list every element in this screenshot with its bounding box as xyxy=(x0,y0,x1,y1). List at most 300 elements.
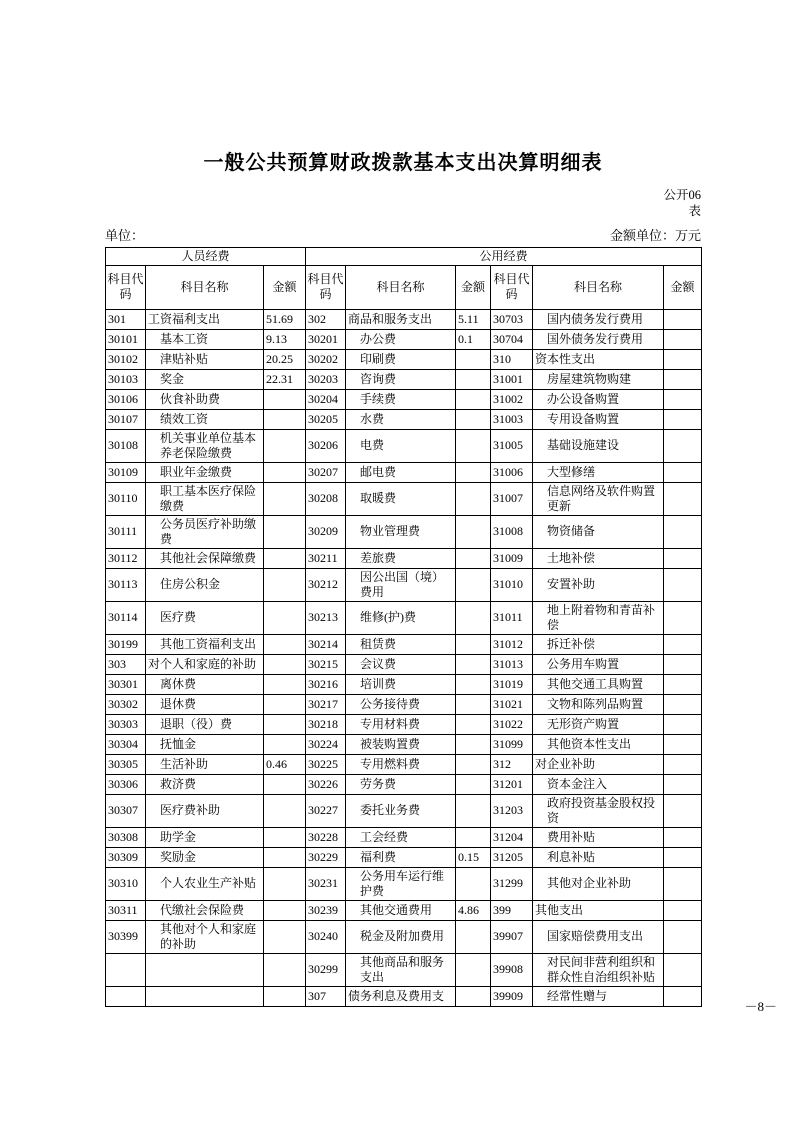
amount-cell xyxy=(664,694,702,714)
name-header: 科目名称 xyxy=(533,265,664,309)
subject-name-cell: 离休费 xyxy=(146,674,264,694)
amount-cell xyxy=(664,794,702,827)
subject-code-cell: 31021 xyxy=(491,694,533,714)
subject-name-cell: 公务用车运行维护费 xyxy=(346,867,456,900)
subject-code-cell: 31010 xyxy=(491,568,533,601)
subject-code-cell: 30111 xyxy=(106,515,146,548)
subject-code-cell xyxy=(106,986,146,1006)
subject-code-cell: 30201 xyxy=(306,329,346,349)
subject-code-cell: 30207 xyxy=(306,462,346,482)
subject-code-cell: 30226 xyxy=(306,774,346,794)
amount-cell xyxy=(456,369,491,389)
subject-code-cell: 31203 xyxy=(491,794,533,827)
subject-name-cell: 其他对企业补助 xyxy=(533,867,664,900)
subject-name-cell: 职业年金缴费 xyxy=(146,462,264,482)
subject-name-cell: 邮电费 xyxy=(346,462,456,482)
subject-name-cell: 咨询费 xyxy=(346,369,456,389)
subject-name-cell: 劳务费 xyxy=(346,774,456,794)
column-header-row xyxy=(106,265,702,309)
subject-name-cell: 物资储备 xyxy=(533,515,664,548)
amount-cell xyxy=(664,369,702,389)
amount-cell xyxy=(264,601,306,634)
subject-name-cell: 培训费 xyxy=(346,674,456,694)
amount-cell xyxy=(456,429,491,462)
subject-code-cell: 30102 xyxy=(106,349,146,369)
amount-cell xyxy=(664,953,702,986)
subject-code-cell: 30308 xyxy=(106,827,146,847)
subject-code-cell: 31001 xyxy=(491,369,533,389)
amount-cell xyxy=(264,568,306,601)
unit-label: 单位： xyxy=(105,227,145,243)
subject-code-cell: 30212 xyxy=(306,568,346,601)
subject-code-cell: 30106 xyxy=(106,389,146,409)
subject-name-cell: 对企业补助 xyxy=(533,754,664,774)
subject-name-cell: 国家赔偿费用支出 xyxy=(533,920,664,953)
amount-cell xyxy=(264,548,306,568)
subject-name-cell: 其他交通工具购置 xyxy=(533,674,664,694)
table-row xyxy=(106,754,702,774)
subject-code-cell: 30224 xyxy=(306,734,346,754)
amount-cell: 4.86 xyxy=(456,900,491,920)
table-row xyxy=(106,734,702,754)
page-number: －8－ xyxy=(744,999,777,1014)
subject-code-cell: 31003 xyxy=(491,409,533,429)
table-row xyxy=(106,774,702,794)
subject-name-cell: 房屋建筑物购建 xyxy=(533,369,664,389)
subject-code-cell: 30225 xyxy=(306,754,346,774)
subject-code-cell: 30307 xyxy=(106,794,146,827)
amount-cell xyxy=(664,515,702,548)
amount-cell xyxy=(456,754,491,774)
table-row xyxy=(106,634,702,654)
subject-code-cell: 303 xyxy=(106,654,146,674)
subject-code-cell: 30112 xyxy=(106,548,146,568)
subject-code-cell: 31008 xyxy=(491,515,533,548)
amount-cell xyxy=(664,309,702,329)
subject-name-cell: 税金及附加费用 xyxy=(346,920,456,953)
table-row xyxy=(106,369,702,389)
table-row xyxy=(106,847,702,867)
subject-code-cell: 31006 xyxy=(491,462,533,482)
amount-cell xyxy=(264,986,306,1006)
subject-name-cell: 其他商品和服务支出 xyxy=(346,953,456,986)
subject-name-cell: 国外债务发行费用 xyxy=(533,329,664,349)
table-row xyxy=(106,986,702,1006)
amount-cell xyxy=(264,694,306,714)
amount-cell: 5.11 xyxy=(456,309,491,329)
amount-cell xyxy=(456,654,491,674)
subject-code-cell: 30306 xyxy=(106,774,146,794)
subject-name-cell: 抚恤金 xyxy=(146,734,264,754)
subject-name-cell: 对个人和家庭的补助 xyxy=(146,654,264,674)
subject-name-cell: 助学金 xyxy=(146,827,264,847)
amount-cell xyxy=(264,482,306,515)
amount-cell xyxy=(456,389,491,409)
code-header: 科目代码 xyxy=(491,265,533,309)
subject-code-cell: 30109 xyxy=(106,462,146,482)
amount-cell: 20.25 xyxy=(264,349,306,369)
subject-code-cell: 301 xyxy=(106,309,146,329)
subject-name-cell: 会议费 xyxy=(346,654,456,674)
amount-cell xyxy=(456,794,491,827)
unit-row xyxy=(105,225,701,244)
subject-code-cell: 30218 xyxy=(306,714,346,734)
table-row xyxy=(106,429,702,462)
subject-name-cell: 奖金 xyxy=(146,369,264,389)
amount-cell xyxy=(264,867,306,900)
subject-name-cell: 信息网络及软件购置更新 xyxy=(533,482,664,515)
subject-code-cell: 31002 xyxy=(491,389,533,409)
amount-cell xyxy=(456,734,491,754)
subject-code-cell: 31011 xyxy=(491,601,533,634)
amount-cell xyxy=(456,774,491,794)
subject-name-cell: 其他对个人和家庭的补助 xyxy=(146,920,264,953)
subject-code-cell: 30214 xyxy=(306,634,346,654)
amount-cell: 0.1 xyxy=(456,329,491,349)
table-body xyxy=(106,309,702,1006)
subject-code-cell: 31204 xyxy=(491,827,533,847)
subject-code-cell: 30231 xyxy=(306,867,346,900)
subject-code-cell xyxy=(106,953,146,986)
amount-cell xyxy=(456,515,491,548)
subject-name-cell: 奖励金 xyxy=(146,847,264,867)
amount-cell xyxy=(664,654,702,674)
subject-name-cell: 债务利息及费用支 xyxy=(346,986,456,1006)
amount-cell xyxy=(456,482,491,515)
amount-cell: 9.13 xyxy=(264,329,306,349)
subject-code-cell: 30303 xyxy=(106,714,146,734)
table-row xyxy=(106,409,702,429)
amount-cell xyxy=(456,714,491,734)
subject-name-cell: 取暖费 xyxy=(346,482,456,515)
subject-name-cell: 福利费 xyxy=(346,847,456,867)
subject-code-cell: 30301 xyxy=(106,674,146,694)
amount-cell xyxy=(664,634,702,654)
subject-name-cell: 专用燃料费 xyxy=(346,754,456,774)
subject-name-cell xyxy=(146,953,264,986)
amount-cell xyxy=(664,674,702,694)
subject-name-cell: 基本工资 xyxy=(146,329,264,349)
subject-name-cell: 手续费 xyxy=(346,389,456,409)
subject-code-cell: 30203 xyxy=(306,369,346,389)
subject-code-cell: 30304 xyxy=(106,734,146,754)
amount-cell xyxy=(456,694,491,714)
table-row xyxy=(106,548,702,568)
page-title: 一般公共预算财政拨款基本支出决算明细表 xyxy=(203,152,603,174)
table-row xyxy=(106,900,702,920)
subject-code-cell: 30302 xyxy=(106,694,146,714)
table-row xyxy=(106,953,702,986)
amount-cell xyxy=(664,329,702,349)
subject-code-cell: 312 xyxy=(491,754,533,774)
subject-name-cell: 大型修缮 xyxy=(533,462,664,482)
subject-code-cell: 30103 xyxy=(106,369,146,389)
amount-cell xyxy=(456,674,491,694)
table-row xyxy=(106,329,702,349)
subject-name-cell: 委托业务费 xyxy=(346,794,456,827)
amount-cell xyxy=(264,953,306,986)
amount-cell xyxy=(664,847,702,867)
subject-name-cell: 生活补助 xyxy=(146,754,264,774)
subject-code-cell: 31005 xyxy=(491,429,533,462)
subject-code-cell: 31299 xyxy=(491,867,533,900)
amount-cell xyxy=(264,654,306,674)
subject-code-cell: 310 xyxy=(491,349,533,369)
name-header: 科目名称 xyxy=(146,265,264,309)
table-row xyxy=(106,389,702,409)
amount-cell xyxy=(664,754,702,774)
subject-code-cell: 30227 xyxy=(306,794,346,827)
table-row xyxy=(106,568,702,601)
amount-cell xyxy=(664,734,702,754)
amount-cell xyxy=(264,900,306,920)
subject-name-cell: 差旅费 xyxy=(346,548,456,568)
subject-code-cell: 30101 xyxy=(106,329,146,349)
amount-cell xyxy=(664,548,702,568)
subject-code-cell: 30703 xyxy=(491,309,533,329)
table-row xyxy=(106,920,702,953)
name-header: 科目名称 xyxy=(346,265,456,309)
amount-cell xyxy=(264,920,306,953)
subject-name-cell: 医疗费 xyxy=(146,601,264,634)
subject-name-cell: 因公出国（境）费用 xyxy=(346,568,456,601)
table-row xyxy=(106,601,702,634)
subject-name-cell: 对民间非营利组织和群众性自治组织补贴 xyxy=(533,953,664,986)
amount-cell: 22.31 xyxy=(264,369,306,389)
amount-cell xyxy=(264,734,306,754)
subject-code-cell: 30110 xyxy=(106,482,146,515)
subject-name-cell: 公务用车购置 xyxy=(533,654,664,674)
subject-name-cell: 办公费 xyxy=(346,329,456,349)
amount-cell xyxy=(456,867,491,900)
amount-cell xyxy=(664,568,702,601)
subject-name-cell: 文物和陈列品购置 xyxy=(533,694,664,714)
subject-name-cell: 退休费 xyxy=(146,694,264,714)
subject-code-cell: 39909 xyxy=(491,986,533,1006)
amount-cell xyxy=(264,774,306,794)
subject-name-cell: 其他工资福利支出 xyxy=(146,634,264,654)
subject-code-cell: 30199 xyxy=(106,634,146,654)
subject-name-cell: 经常性赠与 xyxy=(533,986,664,1006)
subject-name-cell: 被装购置费 xyxy=(346,734,456,754)
amount-cell xyxy=(664,601,702,634)
subject-code-cell: 30211 xyxy=(306,548,346,568)
amount-cell xyxy=(264,827,306,847)
subject-code-cell: 30215 xyxy=(306,654,346,674)
subject-code-cell: 31205 xyxy=(491,847,533,867)
group-header-personnel: 人员经费 xyxy=(106,247,306,265)
subject-name-cell: 资本性支出 xyxy=(533,349,664,369)
subject-name-cell: 住房公积金 xyxy=(146,568,264,601)
doc-code-number: 公开06 xyxy=(663,188,701,202)
subject-code-cell: 399 xyxy=(491,900,533,920)
table-row xyxy=(106,349,702,369)
subject-name-cell: 其他支出 xyxy=(533,900,664,920)
table-row xyxy=(106,674,702,694)
subject-code-cell: 30311 xyxy=(106,900,146,920)
subject-code-cell: 31013 xyxy=(491,654,533,674)
amount-cell xyxy=(664,409,702,429)
subject-code-cell: 31019 xyxy=(491,674,533,694)
subject-code-cell: 30228 xyxy=(306,827,346,847)
subject-name-cell: 其他资本性支出 xyxy=(533,734,664,754)
subject-code-cell: 31009 xyxy=(491,548,533,568)
amount-cell xyxy=(664,714,702,734)
amount-cell xyxy=(664,482,702,515)
amount-cell xyxy=(456,548,491,568)
subject-code-cell: 30399 xyxy=(106,920,146,953)
amount-cell xyxy=(456,920,491,953)
code-header: 科目代码 xyxy=(106,265,146,309)
subject-name-cell: 安置补助 xyxy=(533,568,664,601)
subject-name-cell xyxy=(146,986,264,1006)
subject-code-cell: 30202 xyxy=(306,349,346,369)
subject-name-cell: 公务员医疗补助缴费 xyxy=(146,515,264,548)
subject-code-cell: 31201 xyxy=(491,774,533,794)
subject-name-cell: 代缴社会保险费 xyxy=(146,900,264,920)
amount-cell xyxy=(664,900,702,920)
subject-name-cell: 商品和服务支出 xyxy=(346,309,456,329)
table-row xyxy=(106,462,702,482)
subject-code-cell: 30209 xyxy=(306,515,346,548)
amount-cell xyxy=(456,601,491,634)
subject-code-cell: 31022 xyxy=(491,714,533,734)
amount-cell xyxy=(456,349,491,369)
subject-name-cell: 退职（役）费 xyxy=(146,714,264,734)
amount-cell xyxy=(456,986,491,1006)
amount-cell xyxy=(456,634,491,654)
page-content xyxy=(105,0,701,1007)
subject-code-cell: 31099 xyxy=(491,734,533,754)
subject-code-cell: 39907 xyxy=(491,920,533,953)
amount-cell xyxy=(664,986,702,1006)
subject-code-cell: 30217 xyxy=(306,694,346,714)
amount-cell xyxy=(264,634,306,654)
subject-code-cell: 31012 xyxy=(491,634,533,654)
amount-cell xyxy=(264,674,306,694)
table-row xyxy=(106,515,702,548)
amount-cell xyxy=(664,774,702,794)
code-header: 科目代码 xyxy=(306,265,346,309)
subject-name-cell: 无形资产购置 xyxy=(533,714,664,734)
amount-cell xyxy=(664,389,702,409)
subject-code-cell: 30213 xyxy=(306,601,346,634)
subject-code-cell: 30309 xyxy=(106,847,146,867)
amount-header: 金额 xyxy=(456,265,491,309)
amount-cell xyxy=(264,429,306,462)
amount-cell xyxy=(456,409,491,429)
subject-code-cell: 30113 xyxy=(106,568,146,601)
amount-cell: 0.46 xyxy=(264,754,306,774)
subject-name-cell: 拆迁补偿 xyxy=(533,634,664,654)
table-row xyxy=(106,309,702,329)
subject-name-cell: 专用材料费 xyxy=(346,714,456,734)
subject-code-cell: 30704 xyxy=(491,329,533,349)
amount-cell: 51.69 xyxy=(264,309,306,329)
table-row xyxy=(106,827,702,847)
amount-header: 金额 xyxy=(264,265,306,309)
subject-name-cell: 绩效工资 xyxy=(146,409,264,429)
subject-code-cell: 30208 xyxy=(306,482,346,515)
subject-name-cell: 利息补贴 xyxy=(533,847,664,867)
subject-name-cell: 个人农业生产补贴 xyxy=(146,867,264,900)
subject-code-cell: 30205 xyxy=(306,409,346,429)
subject-name-cell: 救济费 xyxy=(146,774,264,794)
subject-name-cell: 维修(护)费 xyxy=(346,601,456,634)
subject-name-cell: 土地补偿 xyxy=(533,548,664,568)
subject-code-cell: 30305 xyxy=(106,754,146,774)
subject-name-cell: 医疗费补助 xyxy=(146,794,264,827)
amount-cell xyxy=(456,462,491,482)
subject-code-cell: 39908 xyxy=(491,953,533,986)
subject-code-cell: 30108 xyxy=(106,429,146,462)
group-header-public: 公用经费 xyxy=(306,247,702,265)
subject-name-cell: 其他交通费用 xyxy=(346,900,456,920)
subject-name-cell: 基础设施建设 xyxy=(533,429,664,462)
amount-cell xyxy=(664,867,702,900)
subject-name-cell: 公务接待费 xyxy=(346,694,456,714)
subject-name-cell: 办公设备购置 xyxy=(533,389,664,409)
amount-cell xyxy=(664,920,702,953)
subject-name-cell: 地上附着物和青苗补偿 xyxy=(533,601,664,634)
amount-cell xyxy=(456,568,491,601)
subject-code-cell: 30204 xyxy=(306,389,346,409)
amount-cell xyxy=(264,409,306,429)
subject-code-cell: 30216 xyxy=(306,674,346,694)
subject-name-cell: 政府投资基金股权投资 xyxy=(533,794,664,827)
subject-code-cell: 30310 xyxy=(106,867,146,900)
subject-code-cell: 30107 xyxy=(106,409,146,429)
subject-name-cell: 资本金注入 xyxy=(533,774,664,794)
amount-cell xyxy=(664,827,702,847)
doc-code-suffix: 表 xyxy=(688,204,701,219)
table-row xyxy=(106,654,702,674)
amount-unit-label: 金额单位：万元 xyxy=(609,227,701,243)
amount-cell xyxy=(664,349,702,369)
subject-code-cell: 302 xyxy=(306,309,346,329)
subject-name-cell: 电费 xyxy=(346,429,456,462)
budget-table xyxy=(105,247,702,1007)
subject-code-cell: 30114 xyxy=(106,601,146,634)
amount-cell xyxy=(664,429,702,462)
subject-name-cell: 其他社会保障缴费 xyxy=(146,548,264,568)
subject-name-cell: 工资福利支出 xyxy=(146,309,264,329)
subject-code-cell: 307 xyxy=(306,986,346,1006)
amount-cell xyxy=(264,389,306,409)
subject-name-cell: 工会经费 xyxy=(346,827,456,847)
amount-cell xyxy=(264,462,306,482)
subject-name-cell: 伙食补助费 xyxy=(146,389,264,409)
amount-cell xyxy=(264,515,306,548)
subject-name-cell: 租赁费 xyxy=(346,634,456,654)
subject-name-cell: 职工基本医疗保险缴费 xyxy=(146,482,264,515)
table-row xyxy=(106,694,702,714)
subject-code-cell: 30239 xyxy=(306,900,346,920)
amount-cell xyxy=(456,827,491,847)
amount-cell xyxy=(664,462,702,482)
amount-cell xyxy=(264,794,306,827)
subject-code-cell: 31007 xyxy=(491,482,533,515)
subject-name-cell: 费用补贴 xyxy=(533,827,664,847)
doc-code xyxy=(105,187,701,220)
subject-code-cell: 30299 xyxy=(306,953,346,986)
subject-name-cell: 印刷费 xyxy=(346,349,456,369)
amount-cell xyxy=(456,953,491,986)
subject-name-cell: 机关事业单位基本养老保险缴费 xyxy=(146,429,264,462)
table-row xyxy=(106,867,702,900)
subject-name-cell: 专用设备购置 xyxy=(533,409,664,429)
subject-code-cell: 30240 xyxy=(306,920,346,953)
